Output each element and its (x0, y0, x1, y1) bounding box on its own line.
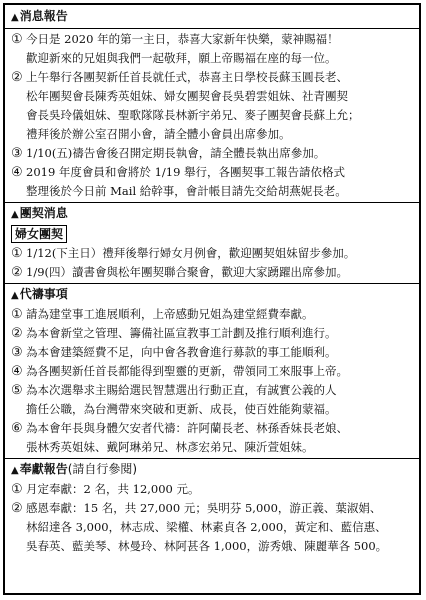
prayer-item-4 (11, 362, 414, 381)
prayer-item-text: 為本會年長與身體欠安者代禱：許阿蘭長老、林孫香妹長老娘、 (26, 421, 348, 435)
divider (5, 28, 419, 29)
item-number: ① (11, 246, 23, 261)
triangle-marker-icon: ▲ (11, 465, 19, 476)
news-item-text: 禮拜後於辦公室召開小會，請全體小會員出席參加。 (26, 127, 291, 141)
triangle-marker-icon: ▲ (11, 209, 19, 220)
news-item-text: 松年團契會長陳秀英姐妹、婦女團契會長吳碧雲姐妹、社青團契 (26, 89, 348, 103)
prayer-item-3 (11, 343, 414, 362)
offering-heading-text: 奉獻報告 (19, 462, 68, 476)
offering-heading-note: (請自行參閱) (67, 462, 138, 476)
item-number: ④ (11, 165, 23, 180)
news-item-text: 2019 年度會員和會將於 1/19 舉行，各團契事工報告請依格式 (26, 165, 346, 179)
news-list (11, 30, 414, 201)
offering-item-text: 吳春英、藍美琴、林曼玲、林阿甚各 1,000，游秀娥、陳麗華各 500。 (26, 539, 388, 553)
prayer-item-text: 為本次選舉求主賜給選民智慧選出行動正直，有誠實公義的人 (26, 383, 337, 397)
offering-item-text: 月定奉獻：2 名，共 12,000 元。 (26, 482, 200, 496)
offering-item-text: 感恩奉獻：15 名，共 27,000 元；吳明芬 5,000，游正義、葉淑娟、 (26, 501, 382, 515)
item-number: ① (11, 32, 23, 47)
prayer-heading (11, 285, 414, 305)
offering-item-1 (11, 480, 414, 499)
news-item-2 (11, 68, 414, 144)
news-item-3 (11, 144, 414, 163)
fellowship-item-text: 1/12(下主日）禮拜後舉行婦女月例會，歡迎團契姐妹留步參加。 (26, 246, 356, 260)
fellowship-heading (11, 204, 414, 224)
divider (5, 458, 419, 459)
item-number: ⑤ (11, 383, 23, 398)
news-item-text: 上午舉行各團契新任首長就任式，恭喜主日學校長蘇玉圓長老、 (26, 70, 348, 84)
prayer-item-1 (11, 305, 414, 324)
prayer-item-text: 請為建堂事工進展順利，上帝感動兄姐為建堂經費奉獻。 (26, 307, 314, 321)
offering-heading (11, 460, 414, 480)
prayer-item-2 (11, 324, 414, 343)
fellowship-list (11, 244, 414, 282)
item-number: ② (11, 501, 23, 516)
prayer-heading-text: 代禱事項 (19, 287, 68, 301)
prayer-list (11, 305, 414, 457)
news-heading (11, 7, 414, 27)
offering-item-text: 林紹達各 3,000，林志成、梁權、林素貞各 2,000，黃定和、藍信惠、 (26, 520, 387, 534)
prayer-item-text: 為本會新堂之管理、籌備社區宣教事工計劃及推行順利進行。 (26, 326, 337, 340)
fellowship-item-2 (11, 263, 414, 282)
item-number: ⑥ (11, 421, 23, 436)
offering-item-2 (11, 499, 414, 556)
item-number: ③ (11, 345, 23, 360)
item-number: ① (11, 482, 23, 497)
news-item-4 (11, 163, 414, 201)
prayer-item-text: 為各團契新任首長都能得到聖靈的更新，帶領同工來服事上帝。 (26, 364, 348, 378)
news-item-text: 1/10(五)禱告會後召開定期長執會，請全體長執出席參加。 (26, 146, 326, 160)
prayer-item-6 (11, 419, 414, 457)
triangle-marker-icon: ▲ (11, 290, 19, 301)
item-number: ① (11, 307, 23, 322)
item-number: ④ (11, 364, 23, 379)
bulletin-page (3, 3, 421, 595)
womens-fellowship-label: 婦女團契 (11, 225, 67, 243)
item-number: ② (11, 326, 23, 341)
triangle-marker-icon: ▲ (11, 12, 19, 23)
news-heading-text: 消息報告 (19, 9, 68, 23)
fellowship-heading-text: 團契消息 (19, 206, 68, 220)
prayer-item-text: 擔任公職，為台灣帶來突破和更新、成長，使百姓能夠蒙福。 (26, 402, 337, 416)
item-number: ② (11, 265, 23, 280)
news-item-text: 會長吳玲儀姐妹、聖歌隊隊長林新宇弟兄、麥子團契會長蘇上允； (26, 108, 360, 122)
news-item-text: 歡迎新來的兄姐與我們一起敬拜，願上帝賜福在座的每一位。 (26, 51, 337, 65)
divider (5, 202, 419, 203)
news-item-text: 今日是 2020 年的第一主日，恭喜大家新年快樂，蒙神賜福！ (26, 32, 339, 46)
item-number: ② (11, 70, 23, 85)
divider (5, 283, 419, 284)
prayer-item-5 (11, 381, 414, 419)
offering-list (11, 480, 414, 556)
news-item-text: 整理後於今日前 Mail 給幹事，會計帳目請先交給胡燕妮長老。 (26, 184, 347, 198)
news-item-1 (11, 30, 414, 68)
item-number: ③ (11, 146, 23, 161)
prayer-item-text: 張林秀英姐妹、戴阿琳弟兄、林彥宏弟兄、陳沂萱姐妹。 (26, 440, 314, 454)
fellowship-item-1 (11, 244, 414, 263)
prayer-item-text: 為本會建築經費不足，向中會各教會進行募款的事工能順利。 (26, 345, 337, 359)
fellowship-item-text: 1/9(四）讀書會與松年團契聯合聚會，歡迎大家踴躍出席參加。 (26, 265, 348, 279)
